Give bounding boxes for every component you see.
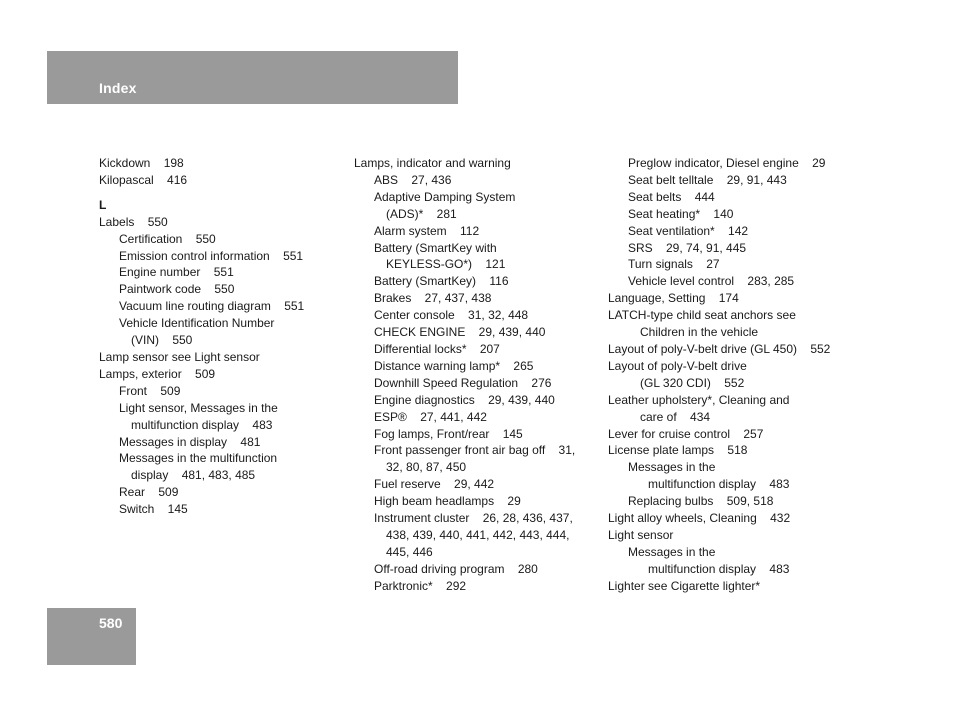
index-entry: Language, Setting 174 [608,291,739,306]
index-entry: Layout of poly-V-belt drive [608,358,747,373]
index-entry: Vehicle Identification Number [119,316,275,331]
index-entry: Preglow indicator, Diesel engine 29 [628,156,826,170]
index-entry: Parktronic* 292 [374,578,467,593]
index-entry: Messages in the [628,460,716,475]
index-entry: High beam headlamps 29 [374,494,521,509]
index-entry: Light sensor [608,527,674,542]
index-entry: Fog lamps, Front/rear 145 [374,426,523,441]
index-letter-heading: L [99,197,107,212]
index-entry: Alarm system 112 [374,223,480,238]
index-entry: Paintwork code 550 [119,282,235,297]
index-entry: Seat belt telltale 29, 91, 443 [628,172,787,187]
index-entry: Lamp sensor see Light sensor [99,349,260,364]
index-entry: LATCH-type child seat anchors see [608,308,796,323]
index-entry: KEYLESS-GO*) 121 [386,257,506,272]
index-entry: License plate lamps 518 [608,443,748,458]
index-entry: Rear 509 [119,485,179,500]
page-number-tab [47,608,136,665]
index-entry: Center console 31, 32, 448 [374,308,529,323]
index-entry: Battery (SmartKey with [374,240,497,255]
index-entry: Brakes 27, 437, 438 [374,291,492,306]
index-entry: Adaptive Damping System [374,189,516,204]
index-entry: Seat ventilation* 142 [628,223,749,238]
index-column-1 [99,155,324,518]
index-entry: Lighter see Cigarette lighter* [608,578,761,593]
index-entry: multifunction display 483 [648,561,790,576]
index-entry: Emission control information 551 [119,248,304,263]
index-entry: Front 509 [119,383,181,398]
index-entry: SRS 29, 74, 91, 445 [628,240,747,255]
index-entry: ESP® 27, 441, 442 [374,409,487,424]
index-entry: display 481, 483, 485 [131,468,256,483]
index-entry: 438, 439, 440, 441, 442, 443, 444, [386,527,570,542]
index-entry: Messages in display 481 [119,434,261,449]
index-entry: Engine diagnostics 29, 439, 440 [374,392,555,407]
page-title: Index [99,80,137,96]
index-entry: Messages in the [628,544,716,559]
index-entry: Lamps, exterior 509 [99,366,216,381]
index-column-2 [354,155,594,595]
index-entry: Switch 145 [119,502,188,517]
index-entry: (VIN) 550 [131,333,193,348]
index-entry: 445, 446 [386,544,433,559]
index-entry: Kilopascal 416 [99,172,188,187]
index-entry: Lever for cruise control 257 [608,426,764,441]
index-entry: Downhill Speed Regulation 276 [374,375,552,390]
index-entry: Off-road driving program 280 [374,561,538,576]
index-entry: Lamps, indicator and warning [354,156,511,170]
header-bar [47,51,458,104]
index-entry: Labels 550 [99,214,168,229]
index-entry: Instrument cluster 26, 28, 436, 437, [374,511,573,526]
index-entry: Distance warning lamp* 265 [374,358,534,373]
index-entry: Front passenger front air bag off 31, [374,443,576,458]
index-entry: care of 434 [640,409,711,424]
index-entry: Certification 550 [119,231,216,246]
index-entry: Turn signals 27 [628,257,720,272]
index-entry: CHECK ENGINE 29, 439, 440 [374,325,546,340]
index-entry: Vehicle level control 283, 285 [628,274,795,289]
index-entry: Light alloy wheels, Cleaning 432 [608,511,791,526]
index-entry: Replacing bulbs 509, 518 [628,494,774,509]
index-column-3 [608,155,853,595]
index-entry: Light sensor, Messages in the [119,400,278,415]
index-entry: Vacuum line routing diagram 551 [119,299,305,314]
index-entry: Differential locks* 207 [374,341,500,356]
index-entry: ABS 27, 436 [374,172,452,187]
index-entry: Leather upholstery*, Cleaning and [608,392,790,407]
index-entry: Layout of poly-V-belt drive (GL 450) 552 [608,341,831,356]
index-entry: Fuel reserve 29, 442 [374,477,495,492]
index-entry: Engine number 551 [119,265,234,280]
index-entry: multifunction display 483 [648,477,790,492]
index-entry: Children in the vehicle [640,325,759,340]
index-entry: Seat heating* 140 [628,206,734,221]
page-number: 580 [99,615,123,631]
index-entry: multifunction display 483 [131,417,273,432]
index-entry: (GL 320 CDI) 552 [640,375,745,390]
index-entry: Battery (SmartKey) 116 [374,274,509,289]
index-entry: 32, 80, 87, 450 [386,460,467,475]
index-entry: (ADS)* 281 [386,206,457,221]
index-entry: Kickdown 198 [99,156,184,170]
index-entry: Messages in the multifunction [119,451,278,466]
index-entry: Seat belts 444 [628,189,715,204]
